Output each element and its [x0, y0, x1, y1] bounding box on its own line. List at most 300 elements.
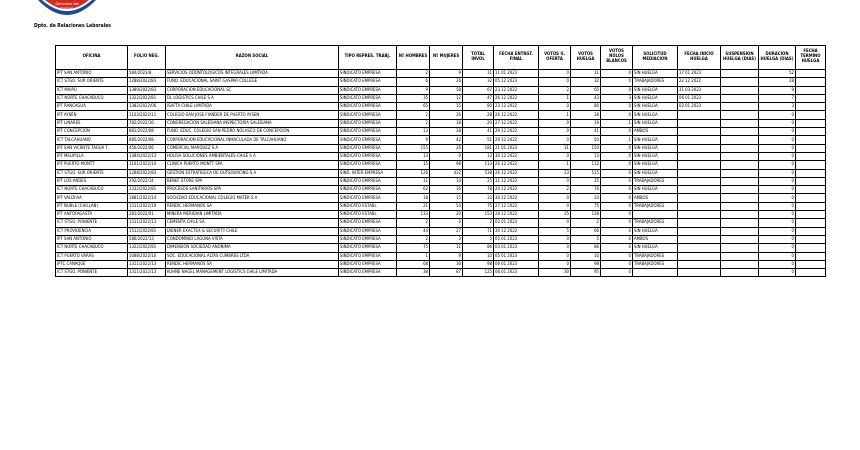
cell-delivery-date: 26 12 2022 — [494, 161, 539, 169]
department-label: Dpto. de Relaciones Laborales — [34, 23, 111, 29]
cell-duration-days: 0 — [759, 136, 796, 144]
cell-duration-days: 3 — [759, 103, 796, 111]
cell-duration-days: 0 — [759, 111, 796, 119]
cell-votes-offer: 0 — [539, 235, 571, 243]
cell-delivery-date: 02 01 2023 — [494, 219, 539, 227]
cell-strike-end — [796, 235, 826, 243]
cell-office: IPT LOS ANDES — [56, 177, 128, 185]
cell-men: 13 — [397, 128, 430, 136]
cell-duration-days: 0 — [759, 119, 796, 127]
cell-women: 0 — [430, 152, 463, 160]
cell-strike-end — [796, 269, 826, 277]
cell-men: 133 — [397, 211, 430, 219]
cell-women: 26 — [430, 144, 463, 152]
cell-mediation: SIN HUELGA — [633, 94, 678, 102]
cell-total: 11 — [463, 70, 494, 78]
cell-total: 75 — [463, 202, 494, 210]
cell-mediation: TRABAJADORES — [633, 202, 678, 210]
cell-representation: SINDICATO EMPRESA — [339, 111, 397, 119]
cell-votes-offer: 0 — [539, 70, 571, 78]
cell-suspension-days — [721, 260, 759, 268]
cell-suspension-days — [721, 227, 759, 235]
cell-votes-strike: 112 — [571, 161, 601, 169]
cell-strike-start — [678, 235, 721, 243]
cell-strike-end — [796, 194, 826, 202]
cell-women: 9 — [430, 252, 463, 260]
cell-strike-start — [678, 169, 721, 177]
cell-strike-end — [796, 136, 826, 144]
cell-votes-null: 0 — [601, 78, 633, 86]
cell-women: 27 — [430, 227, 463, 235]
table-row — [56, 194, 826, 202]
cell-suspension-days — [721, 70, 759, 78]
column-header-women: Nº MUJERES — [430, 46, 463, 70]
cell-suspension-days — [721, 144, 759, 152]
cell-women: 3 — [430, 235, 463, 243]
cell-votes-strike: 80 — [571, 103, 601, 111]
cell-men: 15 — [397, 161, 430, 169]
cell-folio: 1103/2022/11 — [128, 111, 166, 119]
cell-mediation: SIN HUELGA — [633, 86, 678, 94]
cell-strike-start — [678, 152, 721, 160]
cell-folio: 881/2022/08 — [128, 128, 166, 136]
table-row — [56, 136, 826, 144]
table-row — [56, 128, 826, 136]
cell-votes-strike: 32 — [571, 78, 601, 86]
cell-representation: SINDICATO EMPRESA — [339, 152, 397, 160]
cell-company: CONDOMINIO LAGUNA VISTA — [166, 235, 339, 243]
cell-men: 9 — [397, 136, 430, 144]
cell-duration-days: 0 — [759, 161, 796, 169]
cell-duration-days: 0 — [759, 260, 796, 268]
cell-total: 32 — [463, 78, 494, 86]
cell-folio: 885/2022/08 — [128, 136, 166, 144]
cell-office: ICT TALCAHUANO — [56, 136, 128, 144]
cell-votes-strike: 128 — [571, 211, 601, 219]
cell-mediation: TRABAJADORES — [633, 78, 678, 86]
cell-suspension-days — [721, 78, 759, 86]
cell-votes-null: 0 — [601, 161, 633, 169]
cell-representation: SINDICATO EMPRESA — [339, 244, 397, 252]
table-row — [56, 119, 826, 127]
cell-office: IPT CONCEPCION — [56, 128, 128, 136]
cell-votes-null: 0 — [601, 111, 633, 119]
cell-votes-offer: 0 — [539, 177, 571, 185]
cell-strike-end — [796, 103, 826, 111]
cell-votes-null: 0 — [601, 269, 633, 277]
cell-office: IPT SAN ANTONIO — [56, 235, 128, 243]
cell-votes-offer: 0 — [539, 136, 571, 144]
cell-delivery-date: 29 12 2022 — [494, 136, 539, 144]
cell-office: ICT NORTE CHACABUCO — [56, 186, 128, 194]
cell-suspension-days — [721, 211, 759, 219]
cell-votes-strike: 19 — [571, 119, 601, 127]
cell-women: 15 — [430, 103, 463, 111]
cell-duration-days: 0 — [759, 235, 796, 243]
cell-men: 75 — [397, 244, 430, 252]
cell-strike-end — [796, 119, 826, 127]
cell-votes-offer: 0 — [539, 119, 571, 127]
cell-strike-end — [796, 161, 826, 169]
cell-office: ICT NORTE CHACABUCO — [56, 244, 128, 252]
cell-votes-strike: 43 — [571, 94, 601, 102]
cell-folio: 586/2022/13 — [128, 235, 166, 243]
cell-delivery-date: 06 01 2023 — [494, 260, 539, 268]
cell-duration-days: 0 — [759, 186, 796, 194]
cell-strike-start — [678, 136, 721, 144]
cell-women: 12 — [430, 94, 463, 102]
cell-company: SERVICIOS ODONTOLOGICOS INTEGRALES LIMITADA — [166, 70, 339, 78]
cell-votes-offer: 0 — [539, 219, 571, 227]
cell-company: DL LOGISTICS CHILE S A — [166, 94, 339, 102]
table-row — [56, 219, 826, 227]
table-row — [56, 161, 826, 169]
cell-representation: SINDICATO EMPRESA — [339, 86, 397, 94]
cell-women: 16 — [430, 186, 463, 194]
cell-company: GESTION ESTRATEGICA DE OUTSOURCING S A — [166, 169, 339, 177]
table-row — [56, 202, 826, 210]
cell-votes-strike: 66 — [571, 227, 601, 235]
cell-folio: 1088/2022/10 — [128, 252, 166, 260]
cell-women: 30 — [430, 260, 463, 268]
cell-men: 2 — [397, 235, 430, 243]
cell-men: 11 — [397, 177, 430, 185]
table-row — [56, 252, 826, 260]
cell-strike-start — [678, 119, 721, 127]
cell-votes-strike: 11 — [571, 70, 601, 78]
cell-strike-end — [796, 219, 826, 227]
cell-duration-days: 28 — [759, 78, 796, 86]
cell-votes-offer: 0 — [539, 194, 571, 202]
cell-office: IPT SAN VICENTE TAGUA T — [56, 144, 128, 152]
cell-mediation: SIN HUELGA — [633, 103, 678, 111]
cell-votes-null: 0 — [601, 144, 633, 152]
cell-duration-days: 0 — [759, 194, 796, 202]
cell-duration-days: 0 — [759, 169, 796, 177]
cell-suspension-days — [721, 244, 759, 252]
cell-strike-start — [678, 128, 721, 136]
cell-suspension-days — [721, 252, 759, 260]
cell-men: 2 — [397, 111, 430, 119]
cell-duration-days: 0 — [759, 177, 796, 185]
direccion-del-trabajo-logo — [32, 0, 102, 18]
cell-votes-null: 0 — [601, 194, 633, 202]
cell-strike-end — [796, 86, 826, 94]
cell-men: 6 — [397, 78, 430, 86]
cell-company: SOCIEDAD EDUCACIONAL COLEGIO MATER S A — [166, 194, 339, 202]
cell-votes-strike: 75 — [571, 202, 601, 210]
cell-representation: SINDICATO EMPRESA — [339, 227, 397, 235]
cell-representation: SINDICATO EMPRESA — [339, 94, 397, 102]
cell-votes-strike: 95 — [571, 269, 601, 277]
cell-women: 15 — [430, 194, 463, 202]
cell-mediation: SIN HUELGA — [633, 244, 678, 252]
cell-mediation — [633, 269, 678, 277]
cell-total: 113 — [463, 161, 494, 169]
cell-delivery-date: 03 01 2023 — [494, 244, 539, 252]
cell-folio: 292/2022/14 — [128, 177, 166, 185]
cell-votes-null: 0 — [601, 186, 633, 194]
cell-mediation: SIN HUELGA — [633, 144, 678, 152]
cell-mediation: TRABAJADORES — [633, 260, 678, 268]
cell-total: 71 — [463, 227, 494, 235]
cell-votes-offer: 30 — [539, 269, 571, 277]
cell-representation: SINDICATO EMPRESA — [339, 161, 397, 169]
cell-office: IPT ÑUBLE (CHILLAN) — [56, 202, 128, 210]
cell-men: 155 — [397, 144, 430, 152]
cell-women: 87 — [430, 269, 463, 277]
cell-representation: SINDICATO EMPRESA — [339, 177, 397, 185]
cell-strike-start — [678, 111, 721, 119]
cell-strike-end — [796, 128, 826, 136]
cell-votes-null: 0 — [601, 252, 633, 260]
cell-duration-days: 0 — [759, 202, 796, 210]
cell-votes-strike: 150 — [571, 144, 601, 152]
cell-strike-end — [796, 260, 826, 268]
cell-delivery-date: 11 01 2023 — [494, 70, 539, 78]
table-row — [56, 103, 826, 111]
cell-suspension-days — [721, 94, 759, 102]
cell-folio: 1311/2022/19 — [128, 202, 166, 210]
table-row — [56, 111, 826, 119]
cell-strike-end — [796, 186, 826, 194]
cell-office: ICT STGO. PONIENTE — [56, 269, 128, 277]
column-header-strike-end: FECHA TERMINO HUELGA — [796, 46, 826, 70]
cell-men: 18 — [397, 194, 430, 202]
cell-women: 28 — [430, 128, 463, 136]
cell-strike-start — [678, 186, 721, 194]
cell-strike-start: 31 03 2023 — [678, 86, 721, 94]
cell-strike-start — [678, 177, 721, 185]
cell-duration-days: 0 — [759, 219, 796, 227]
cell-votes-offer: 1 — [539, 161, 571, 169]
cell-strike-start: 17 01 2023 — [678, 70, 721, 78]
cell-votes-null: 0 — [601, 177, 633, 185]
cell-company: FUND. EDUCACIONAL SAINT GASPAR COLLEGE — [166, 78, 339, 86]
cell-company: RENDIC HERMANOS SA — [166, 202, 339, 210]
cell-company: CORPORACION EDUCACIONAL INMACULADA DE TALCAHUANO — [166, 136, 339, 144]
cell-representation: SINDICATO ESTABL — [339, 211, 397, 219]
cell-strike-end — [796, 202, 826, 210]
cell-women: 42 — [430, 136, 463, 144]
cell-company: FUND. EDUC. COLEGIO SAN PEDRO NOLASCO DE CONCEPCION — [166, 128, 339, 136]
cell-mediation: SIN HUELGA — [633, 136, 678, 144]
cell-suspension-days — [721, 161, 759, 169]
cell-mediation: AMBOS — [633, 235, 678, 243]
cell-votes-offer: 0 — [539, 244, 571, 252]
cell-folio: 782/2022/16 — [128, 119, 166, 127]
cell-mediation: SIN HUELGA — [633, 161, 678, 169]
cell-duration-days: 9 — [759, 86, 796, 94]
cell-mediation: SIN HUELGA — [633, 111, 678, 119]
cell-men: 35 — [397, 94, 430, 102]
cell-suspension-days — [721, 235, 759, 243]
column-header-strike-start: FECHA INICIO HUELGA — [678, 46, 721, 70]
cell-votes-null: 3 — [601, 94, 633, 102]
logo-text-line2: Trabajo — [60, 5, 74, 11]
cell-votes-offer: 0 — [539, 252, 571, 260]
cell-total: 181 — [463, 144, 494, 152]
cell-delivery-date: 26 12 2022 — [494, 111, 539, 119]
cell-women: 98 — [430, 161, 463, 169]
cell-votes-null: 0 — [601, 235, 633, 243]
cell-votes-null: 0 — [601, 260, 633, 268]
cell-suspension-days — [721, 103, 759, 111]
cell-votes-offer: 23 — [539, 169, 571, 177]
column-header-folio: FOLIO NEG. — [128, 46, 166, 70]
cell-men: 2 — [397, 119, 430, 127]
cell-mediation: SIN HUELGA — [633, 152, 678, 160]
cell-folio: 1288/2022/83 — [128, 169, 166, 177]
cell-women: 26 — [430, 78, 463, 86]
cell-votes-null: 0 — [601, 70, 633, 78]
cell-strike-start — [678, 202, 721, 210]
cell-delivery-date: 30 12 2022 — [494, 194, 539, 202]
cell-men: 2 — [397, 70, 430, 78]
cell-company: CEMENTA CHILE SA — [166, 219, 339, 227]
cell-delivery-date: 05 01 2023 — [494, 252, 539, 260]
cell-office: ICT STGO. PONIENTE — [56, 219, 128, 227]
cell-mediation: TRABAJADORES — [633, 219, 678, 227]
cell-votes-strike: 41 — [571, 128, 601, 136]
cell-office: IPT ANTOFAGASTA — [56, 211, 128, 219]
cell-total: 125 — [463, 269, 494, 277]
cell-total: 98 — [463, 260, 494, 268]
cell-office: IPT AYSÉN — [56, 111, 128, 119]
cell-votes-strike: 33 — [571, 194, 601, 202]
cell-strike-start — [678, 260, 721, 268]
cell-folio: 1101/2022/10 — [128, 161, 166, 169]
cell-men: 65 — [397, 103, 430, 111]
cell-strike-start: 06 01 2023 — [678, 94, 721, 102]
cell-folio: 1512/2022/81 — [128, 227, 166, 235]
cell-votes-strike: 515 — [571, 169, 601, 177]
cell-duration-days: 0 — [759, 211, 796, 219]
cell-total: 2 — [463, 219, 494, 227]
cell-women: 11 — [430, 244, 463, 252]
cell-folio: 281/2022/01 — [128, 211, 166, 219]
cell-office: ICT STGO. SUR ORIENTE — [56, 78, 128, 86]
column-header-men: Nº HOMBRES — [397, 46, 430, 70]
cell-company: HOLISA SOLUCIONES AMBIENTALES CHILE S A — [166, 152, 339, 160]
cell-representation: SINDICATO EMPRESA — [339, 78, 397, 86]
cell-total: 78 — [463, 186, 494, 194]
cell-folio: 1881/2022/14 — [128, 194, 166, 202]
cell-votes-strike: 13 — [571, 152, 601, 160]
cell-votes-strike: 25 — [571, 177, 601, 185]
cell-strike-start — [678, 227, 721, 235]
cell-total: 20 — [463, 119, 494, 127]
cell-company: DIMENSION SOCIEDAD ANONIMA — [166, 244, 339, 252]
cell-votes-null: 1 — [601, 136, 633, 144]
cell-votes-null: 0 — [601, 219, 633, 227]
cell-company: RENDIC HERMANOS SA — [166, 260, 339, 268]
cell-representation: SINDICATO ESTABL — [339, 202, 397, 210]
cell-mediation: SIN HUELGA — [633, 227, 678, 235]
cell-votes-offer: 5 — [539, 227, 571, 235]
cell-votes-offer: 1 — [539, 94, 571, 102]
cell-delivery-date: 20 12 2022 — [494, 186, 539, 194]
cell-company: SOC. EDUCACIONAL ALTAS CUMBRES LTDA — [166, 252, 339, 260]
cell-total: 153 — [463, 211, 494, 219]
cell-delivery-date: 30 12 2022 — [494, 227, 539, 235]
cell-mediation: AMBOS — [633, 128, 678, 136]
cell-men: 9 — [397, 86, 430, 94]
column-header-representation: TIPO REPRES. TRABJ. — [339, 46, 397, 70]
cell-folio: 1389/2022/83 — [128, 86, 166, 94]
cell-folio: 1311/2022/13 — [128, 260, 166, 268]
cell-folio: 1382/2022/06 — [128, 103, 166, 111]
column-header-votes-strike: VOTOS HUELGA — [571, 46, 601, 70]
cell-votes-strike: 50 — [571, 136, 601, 144]
column-header-office: OFICINA — [56, 46, 128, 70]
cell-votes-null: 0 — [601, 103, 633, 111]
cell-strike-end — [796, 144, 826, 152]
cell-representation: SINDICATO EMPRESA — [339, 194, 397, 202]
cell-duration-days: 0 — [759, 244, 796, 252]
table-row — [56, 269, 826, 277]
cell-delivery-date: 27 12 2022 — [494, 119, 539, 127]
cell-votes-offer: 0 — [539, 78, 571, 86]
table-row — [56, 227, 826, 235]
cell-representation: SINDICATO EMPRESA — [339, 219, 397, 227]
cell-representation: SINDICATO EMPRESA — [339, 269, 397, 277]
cell-total: 80 — [463, 103, 494, 111]
cell-suspension-days — [721, 136, 759, 144]
cell-votes-null: 0 — [601, 169, 633, 177]
cell-votes-offer: 2 — [539, 86, 571, 94]
cell-votes-null: 0 — [601, 86, 633, 94]
cell-votes-offer: 0 — [539, 152, 571, 160]
cell-strike-end — [796, 252, 826, 260]
column-header-company: RAZON SOCIAL — [166, 46, 339, 70]
cell-votes-offer: 25 — [539, 211, 571, 219]
cell-suspension-days — [721, 119, 759, 127]
cell-suspension-days — [721, 152, 759, 160]
cell-mediation: SIN HUELGA — [633, 70, 678, 78]
cell-women: 26 — [430, 111, 463, 119]
cell-votes-strike: 98 — [571, 260, 601, 268]
cell-votes-strike: 65 — [571, 86, 601, 94]
cell-total: 538 — [463, 169, 494, 177]
cell-women: 412 — [430, 169, 463, 177]
cell-suspension-days — [721, 186, 759, 194]
cell-strike-start — [678, 252, 721, 260]
table-row — [56, 70, 826, 78]
cell-delivery-date: 05 01 2023 — [494, 235, 539, 243]
cell-strike-end — [796, 111, 826, 119]
cell-duration-days: 0 — [759, 269, 796, 277]
cell-delivery-date: 23 12 2022 — [494, 86, 539, 94]
cell-strike-start — [678, 144, 721, 152]
cell-women: 20 — [430, 211, 463, 219]
column-header-votes-null: VOTOS NULOS BLANCOS — [601, 46, 633, 70]
column-header-total: TOTAL INVOL — [463, 46, 494, 70]
cell-strike-start: 02 01 2023 — [678, 103, 721, 111]
cell-suspension-days — [721, 128, 759, 136]
cell-men: 126 — [397, 169, 430, 177]
cell-folio: 1311/2022/13 — [128, 269, 166, 277]
cell-delivery-date: 27 12 2022 — [494, 202, 539, 210]
cell-suspension-days — [721, 177, 759, 185]
cell-duration-days: 0 — [759, 128, 796, 136]
cell-suspension-days — [721, 219, 759, 227]
cell-total: 10 — [463, 252, 494, 260]
cell-company: ISAFTA CHILE LIMITADA — [166, 103, 339, 111]
cell-men: 2 — [397, 219, 430, 227]
cell-votes-strike: 86 — [571, 244, 601, 252]
cell-men: 13 — [397, 152, 430, 160]
